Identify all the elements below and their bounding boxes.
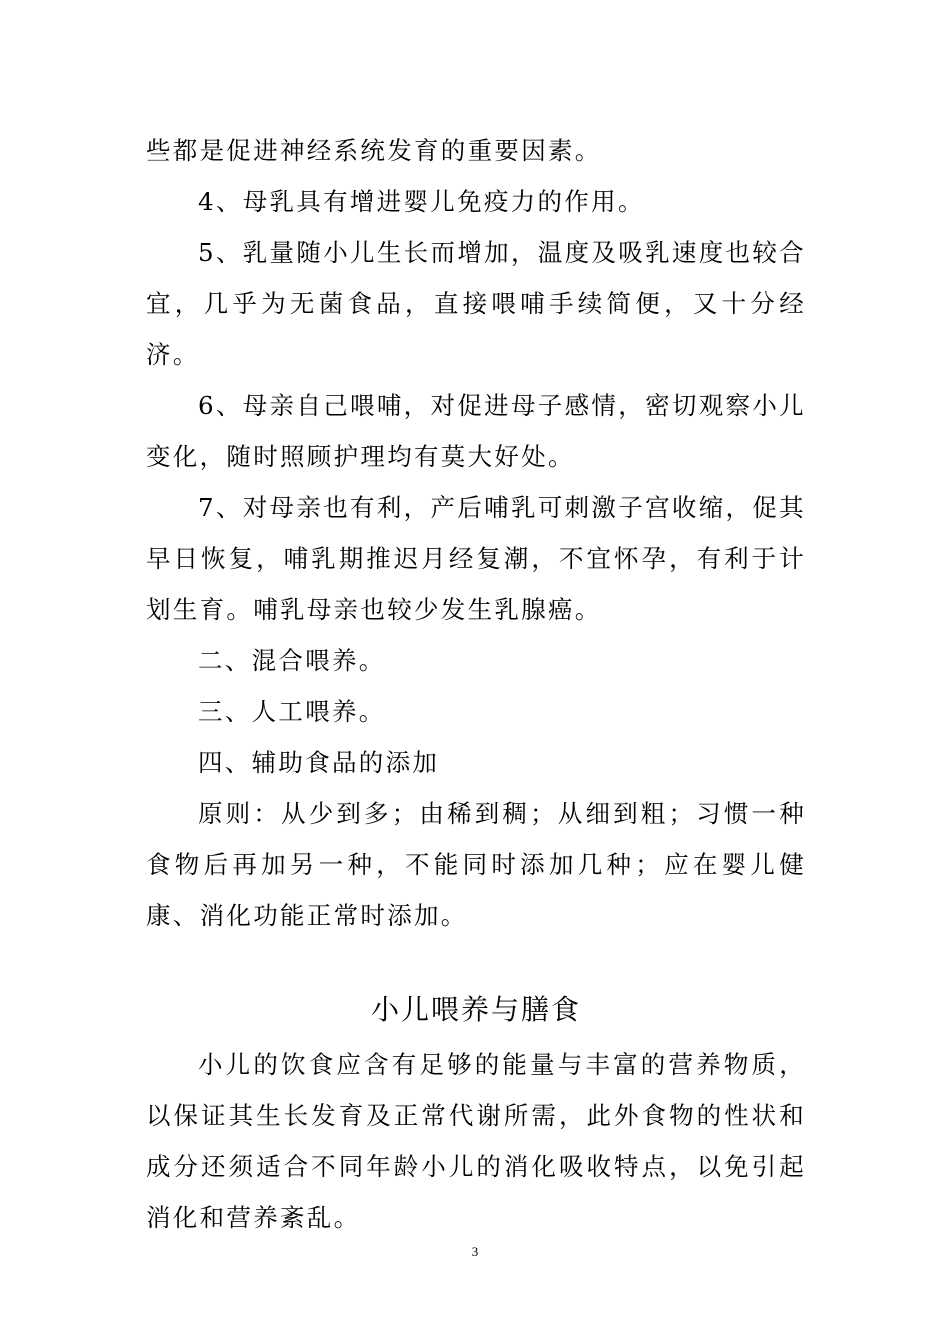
paragraph-item-4: 4、母乳具有增进婴儿免疫力的作用。 xyxy=(198,187,645,216)
section-title: 小儿喂养与膳食 xyxy=(370,993,581,1026)
heading-supplementary-food: 四、辅助食品的添加 xyxy=(198,748,440,777)
paragraph-item-7: 7、对母亲也有利，产后哺乳可刺激子宫收缩，促其早日恢复，哺乳期推迟月经复潮，不宜怀孕，有利于计划生育。哺乳母亲也较少发生乳腺癌。 xyxy=(146,493,806,624)
paragraph-item-5: 5、乳量随小儿生长而增加，温度及吸乳速度也较合宜，几乎为无菌食品，直接喂哺手续简便，又十分经济。 xyxy=(146,238,806,369)
section-paragraph: 小儿的饮食应含有足够的能量与丰富的营养物质，以保证其生长发育及正常代谢所需，此外食物的性状和成分还须适合不同年龄小儿的消化吸收特点，以免引起消化和营养紊乱。 xyxy=(146,1050,806,1232)
heading-artificial-feeding: 三、人工喂养。 xyxy=(198,697,386,726)
paragraph-principles: 原则：从少到多；由稀到稠；从细到粗；习惯一种食物后再加另一种，不能同时添加几种；应在婴儿健康、消化功能正常时添加。 xyxy=(146,799,806,930)
paragraph-continuation: 些都是促进神经系统发育的重要因素。 xyxy=(146,136,602,165)
document-body xyxy=(146,125,806,1243)
heading-mixed-feeding: 二、混合喂养。 xyxy=(198,646,386,675)
page-number: 3 xyxy=(471,1244,479,1259)
paragraph-item-6: 6、母亲自己喂哺，对促进母子感情，密切观察小儿变化，随时照顾护理均有莫大好处。 xyxy=(146,391,806,471)
